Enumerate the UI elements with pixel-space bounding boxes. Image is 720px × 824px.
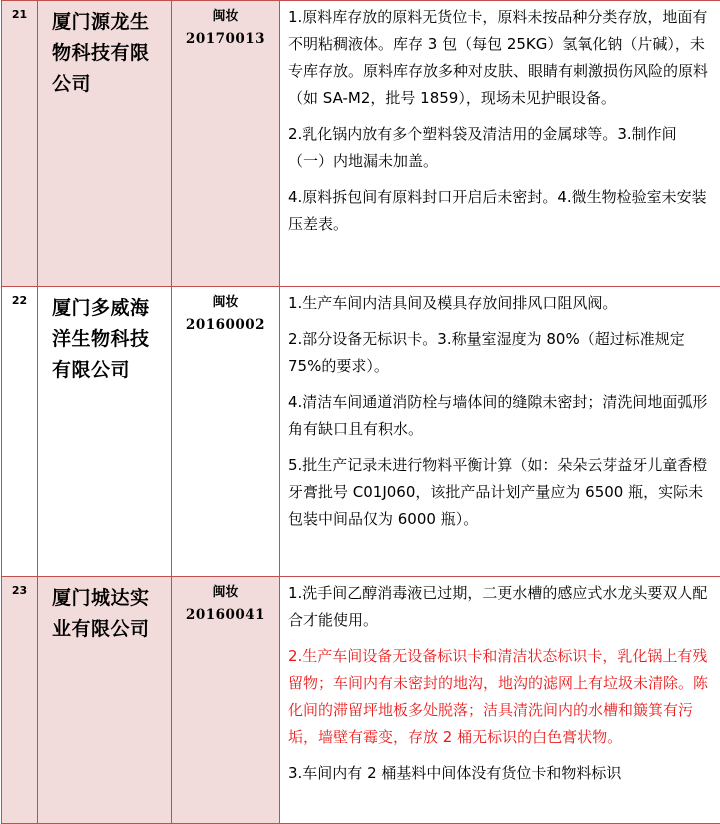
table-row <box>2 577 720 824</box>
license-number: 20160002 <box>172 314 279 336</box>
license-cell <box>172 1 280 287</box>
license-prefix: 闽妆 <box>172 292 279 314</box>
issues-cell <box>280 1 720 287</box>
inspection-table <box>1 0 720 824</box>
license-number: 20170013 <box>172 28 279 50</box>
license-prefix: 闽妆 <box>172 6 279 28</box>
row-number: 23 <box>2 577 37 597</box>
company-cell <box>38 1 172 287</box>
company-cell <box>38 577 172 824</box>
company-name: 厦门城达实业有限公司 <box>38 577 171 645</box>
company-name: 厦门多威海洋生物科技有限公司 <box>38 287 171 386</box>
table-row <box>2 1 720 287</box>
row-number: 22 <box>2 287 37 307</box>
issues-cell <box>280 577 720 824</box>
issue-item: 2.部分设备无标识卡。3.称量室湿度为 80%（超过标准规定 75%的要求）。 <box>288 326 712 380</box>
row-number-cell <box>2 1 38 287</box>
issue-item: 1.洗手间乙醇消毒液已过期，二更水槽的感应式水龙头要双人配合才能使用。 <box>288 580 712 634</box>
company-name: 厦门源龙生物科技有限公司 <box>38 1 171 100</box>
issue-item: 1.原料库存放的原料无货位卡，原料未按品种分类存放，地面有不明粘稠液体。库存 3 包（每包 25KG）氢氧化钠（片碱），未专库存放。原料库存放多种对皮肤、眼睛有刺激损伤风险的原料（如 SA-M2，批号 1859），现场未见护眼设备。 <box>288 4 712 112</box>
license-prefix: 闽妆 <box>172 582 279 604</box>
issue-item: 3.车间内有 2 桶基料中间体没有货位卡和物料标识 <box>288 760 712 787</box>
issue-item: 1.生产车间内洁具间及模具存放间排风口阻风阀。 <box>288 290 712 317</box>
license-number: 20160041 <box>172 604 279 626</box>
row-number-cell <box>2 577 38 824</box>
company-cell <box>38 287 172 577</box>
issue-item: 2.生产车间设备无设备标识卡和清洁状态标识卡，乳化锅上有残留物；车间内有未密封的地沟，地沟的滤网上有垃圾未清除。陈化间的滞留坪地板多处脱落；洁具清洗间内的水槽和簸箕有污垢，墙壁有霉变，存放 2 桶无标识的白色膏状物。 <box>288 643 712 751</box>
issue-item: 2.乳化锅内放有多个塑料袋及清洁用的金属球等。3.制作间（一）内地漏未加盖。 <box>288 121 712 175</box>
issues-cell <box>280 287 720 577</box>
license-cell <box>172 287 280 577</box>
issue-item: 4.原料拆包间有原料封口开启后未密封。4.微生物检验室未安装压差表。 <box>288 184 712 238</box>
row-number: 21 <box>2 1 37 21</box>
row-number-cell <box>2 287 38 577</box>
issue-item: 4.清洁车间通道消防栓与墙体间的缝隙未密封；清洗间地面弧形角有缺口且有积水。 <box>288 389 712 443</box>
issue-item: 5.批生产记录未进行物料平衡计算（如：朵朵云芽益牙儿童香橙牙膏批号 C01J060，该批产品计划产量应为 6500 瓶，实际未包装中间品仅为 6000 瓶）。 <box>288 452 712 533</box>
table-row <box>2 287 720 577</box>
license-cell <box>172 577 280 824</box>
